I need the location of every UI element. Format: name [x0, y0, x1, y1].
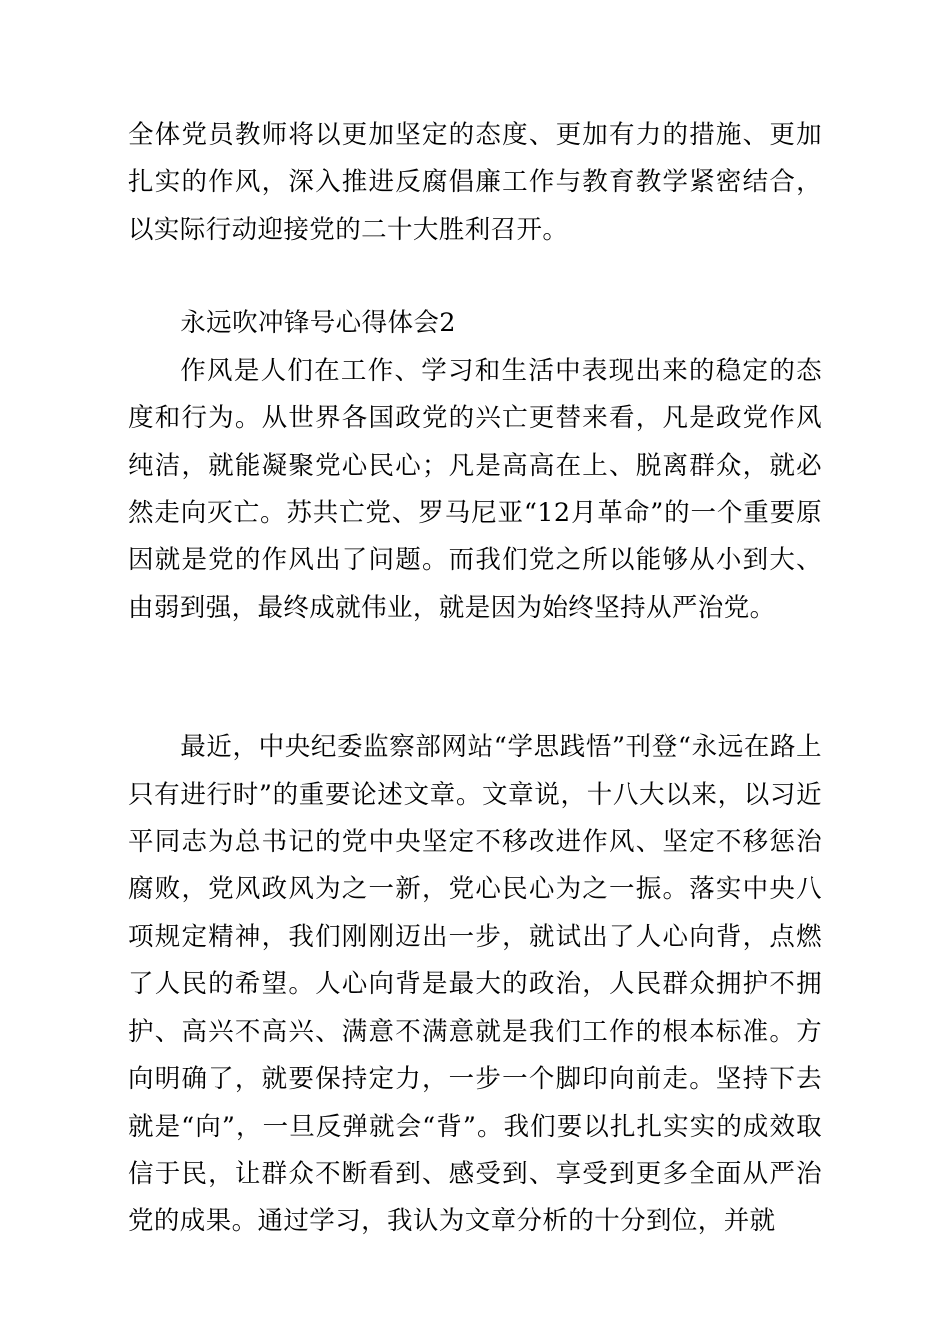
document-body: [128, 112, 822, 1246]
paragraph-spacer: [128, 254, 822, 300]
paragraph-closing: 全体党员教师将以更加坚定的态度、更加有力的措施、更加扎实的作风，深入推进反腐倡廉工作与教育教学紧密结合，以实际行动迎接党的二十大胜利召开。: [128, 120, 822, 245]
paragraph-recent-article: 最近，中央纪委监察部网站“学思践悟”刊登“永远在路上 只有进行时”的重要论述文章。文章说，十八大以来，以习近平同志为总书记的党中央坚定不移改进作风、坚定不移惩治腐败，党风政风为之一新，党心民心为之一振。落实中央八项规定精神，我们刚刚迈出一步，就试出了人心向背，点燃了人民的希望。人心向背是最大的政治，人民群众拥护不拥护、高兴不高兴、满意不满意就是我们工作的根本标准。方向明确了，就要保持定力，一步一个脚印向前走。坚持下去就是“向”，一旦反弹就会“背”。我们要以扎扎实实的成效取信于民，让群众不断看到、感受到、享受到更多全面从严治党的成果。通过学习，我认为文章分析的十分到位，并就: [128, 732, 822, 1237]
section-heading-2: 永远吹冲锋号心得体会2: [180, 308, 456, 339]
section-spacer: [128, 632, 822, 724]
paragraph-work-style: 作风是人们在工作、学习和生活中表现出来的稳定的态度和行为。从世界各国政党的兴亡更替来看，凡是政党作风纯洁，就能凝聚党心民心；凡是高高在上、脱离群众，就必然走向灭亡。苏共亡党、罗马尼亚“12月革命”的一个重要原因就是党的作风出了问题。而我们党之所以能够从小到大、由弱到强，最终成就伟业，就是因为始终坚持从严治党。: [128, 355, 822, 623]
